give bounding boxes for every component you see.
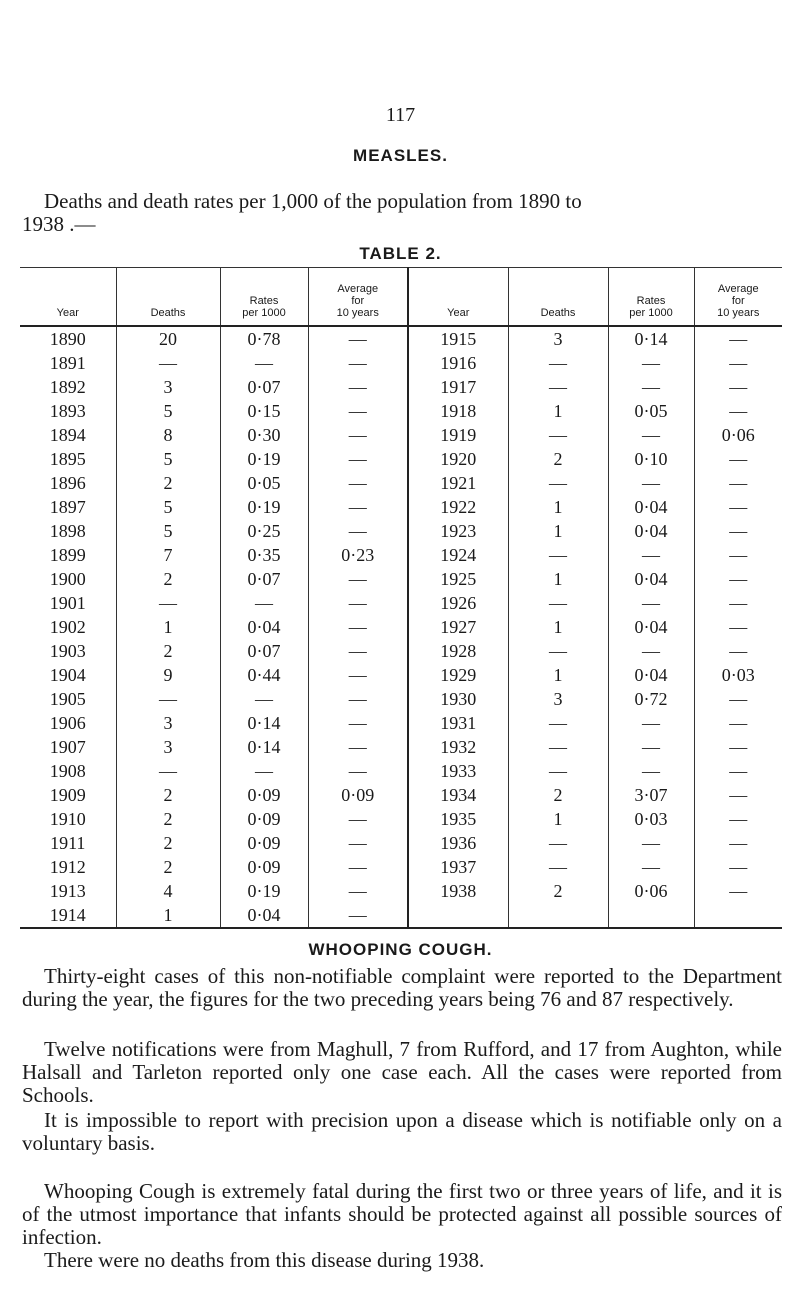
cell-year: 1924 bbox=[408, 543, 508, 567]
cell-deaths: — bbox=[116, 591, 220, 615]
cell-deaths: — bbox=[508, 423, 608, 447]
cell-year: 1898 bbox=[49, 521, 86, 541]
cell-average: 0·09 bbox=[308, 783, 408, 807]
cell-average: — bbox=[308, 519, 408, 543]
cell-rate: 0·07 bbox=[220, 567, 308, 591]
cell-average: — bbox=[694, 495, 782, 519]
measles-heading: MEASLES. bbox=[353, 146, 448, 165]
cell-rate: 0·10 bbox=[608, 447, 694, 471]
cell-average: — bbox=[694, 591, 782, 615]
cell-deaths: — bbox=[508, 711, 608, 735]
cell-average: — bbox=[694, 831, 782, 855]
cell-year: 1892 bbox=[49, 377, 86, 397]
cell-deaths: 1 bbox=[508, 567, 608, 591]
cell-rate: — bbox=[608, 639, 694, 663]
cell-average: — bbox=[694, 351, 782, 375]
cell-rate bbox=[608, 903, 694, 928]
cell-year: 1910 bbox=[49, 809, 86, 829]
cell-rate: — bbox=[608, 423, 694, 447]
whooping-paragraph-3: It is impossible to report with precision upon a disease which is notifiable only on a voluntary basis. bbox=[22, 1108, 782, 1155]
cell-deaths: — bbox=[508, 831, 608, 855]
cell-deaths: 3 bbox=[508, 326, 608, 351]
cell-deaths: — bbox=[508, 735, 608, 759]
table-row bbox=[20, 591, 782, 615]
cell-average: — bbox=[694, 567, 782, 591]
table-row bbox=[20, 807, 782, 831]
cell-average: — bbox=[694, 615, 782, 639]
cell-year: 1913 bbox=[49, 881, 86, 901]
cell-deaths: 5 bbox=[116, 495, 220, 519]
cell-deaths: 5 bbox=[116, 399, 220, 423]
cell-year: 1900 bbox=[49, 569, 86, 589]
cell-deaths: 3 bbox=[116, 375, 220, 399]
table-row bbox=[20, 879, 782, 903]
cell-year: 1917 bbox=[408, 375, 508, 399]
cell-year: 1896 bbox=[49, 473, 86, 493]
cell-average: — bbox=[308, 447, 408, 471]
cell-deaths: 2 bbox=[116, 471, 220, 495]
cell-year: 1938 bbox=[408, 879, 508, 903]
whooping-paragraph-2: Twelve notifications were from Maghull, 7 from Rufford, and 17 from Aughton, while Halsall and Tarleton reported only one case each. All the cases were reported from Schools. bbox=[22, 1037, 782, 1107]
table-row bbox=[20, 326, 782, 351]
cell-year: 1906 bbox=[49, 713, 86, 733]
cell-average: — bbox=[694, 759, 782, 783]
cell-average: 0·06 bbox=[694, 423, 782, 447]
cell-year: 1933 bbox=[408, 759, 508, 783]
cell-rate: 0·06 bbox=[608, 879, 694, 903]
cell-average: — bbox=[308, 567, 408, 591]
cell-average: — bbox=[308, 663, 408, 687]
cell-average: — bbox=[308, 591, 408, 615]
cell-deaths: 7 bbox=[116, 543, 220, 567]
cell-year: 1921 bbox=[408, 471, 508, 495]
cell-average: — bbox=[694, 783, 782, 807]
cell-average: 0·23 bbox=[308, 543, 408, 567]
table-row bbox=[20, 639, 782, 663]
cell-average: — bbox=[308, 615, 408, 639]
cell-rate: 0·14 bbox=[220, 735, 308, 759]
cell-year: 1935 bbox=[408, 807, 508, 831]
cell-year: 1907 bbox=[49, 737, 86, 757]
cell-year: 1934 bbox=[408, 783, 508, 807]
cell-average bbox=[694, 903, 782, 928]
cell-average: — bbox=[308, 375, 408, 399]
table-row bbox=[20, 711, 782, 735]
cell-average: — bbox=[308, 735, 408, 759]
table-header-row bbox=[20, 268, 782, 327]
cell-rate: 0·72 bbox=[608, 687, 694, 711]
table-row bbox=[20, 543, 782, 567]
page-number: 117 bbox=[385, 104, 416, 126]
cell-year: 1914 bbox=[20, 903, 116, 928]
cell-year: 1905 bbox=[49, 689, 86, 709]
cell-rate: 0·04 bbox=[608, 519, 694, 543]
cell-deaths: — bbox=[508, 639, 608, 663]
table-row bbox=[20, 567, 782, 591]
cell-deaths: — bbox=[508, 351, 608, 375]
cell-average: — bbox=[694, 879, 782, 903]
whooping-cough-heading: WHOOPING COUGH. bbox=[308, 940, 493, 959]
cell-deaths: 2 bbox=[116, 831, 220, 855]
cell-rate: 0·44 bbox=[220, 663, 308, 687]
cell-average: — bbox=[694, 519, 782, 543]
cell-average: — bbox=[694, 326, 782, 351]
column-header-rate: Rates per 1000 bbox=[220, 268, 308, 327]
cell-year: 1897 bbox=[49, 497, 86, 517]
cell-year: 1902 bbox=[49, 617, 86, 637]
cell-year: 1927 bbox=[408, 615, 508, 639]
table-row bbox=[20, 375, 782, 399]
cell-average: — bbox=[308, 639, 408, 663]
table-row bbox=[20, 471, 782, 495]
cell-rate: — bbox=[608, 471, 694, 495]
cell-deaths: 4 bbox=[116, 879, 220, 903]
cell-rate: 0·04 bbox=[608, 615, 694, 639]
cell-deaths: 2 bbox=[116, 567, 220, 591]
cell-deaths: 2 bbox=[116, 783, 220, 807]
cell-deaths: 1 bbox=[508, 807, 608, 831]
cell-rate: 0·09 bbox=[220, 807, 308, 831]
cell-year: 1930 bbox=[408, 687, 508, 711]
cell-rate: 0·09 bbox=[220, 831, 308, 855]
cell-rate: 0·19 bbox=[220, 447, 308, 471]
cell-deaths: 3 bbox=[116, 735, 220, 759]
cell-average: 0·03 bbox=[694, 663, 782, 687]
column-header-year: Year bbox=[20, 268, 116, 327]
cell-rate: — bbox=[220, 687, 308, 711]
intro-line-2: 1938 .— bbox=[22, 212, 96, 236]
intro-line-1: Deaths and death rates per 1,000 of the population from 1890 to bbox=[44, 189, 582, 213]
column-header-average: Average for 10 years bbox=[308, 268, 408, 327]
cell-rate: 0·14 bbox=[608, 326, 694, 351]
cell-year: 1936 bbox=[408, 831, 508, 855]
cell-deaths: 1 bbox=[508, 663, 608, 687]
table-row bbox=[20, 495, 782, 519]
table-row bbox=[20, 735, 782, 759]
cell-year bbox=[408, 903, 508, 928]
table-row bbox=[20, 831, 782, 855]
cell-rate: — bbox=[608, 375, 694, 399]
table-row bbox=[20, 903, 782, 928]
table-row bbox=[20, 663, 782, 687]
cell-year: 1919 bbox=[408, 423, 508, 447]
cell-deaths: — bbox=[508, 855, 608, 879]
cell-deaths: — bbox=[116, 759, 220, 783]
cell-year: 1899 bbox=[49, 545, 86, 565]
cell-year: 1890 bbox=[49, 329, 86, 349]
cell-deaths: 20 bbox=[116, 326, 220, 351]
cell-rate: — bbox=[608, 591, 694, 615]
cell-average: — bbox=[694, 807, 782, 831]
cell-deaths: 2 bbox=[508, 447, 608, 471]
cell-average: — bbox=[694, 399, 782, 423]
cell-deaths: 3 bbox=[508, 687, 608, 711]
table-title: TABLE 2. bbox=[359, 244, 442, 263]
cell-rate: 0·07 bbox=[220, 639, 308, 663]
cell-average: — bbox=[308, 903, 408, 928]
cell-year: 1918 bbox=[408, 399, 508, 423]
cell-average: — bbox=[308, 326, 408, 351]
cell-deaths: 1 bbox=[508, 519, 608, 543]
cell-rate: 0·04 bbox=[220, 903, 308, 928]
cell-average: — bbox=[694, 711, 782, 735]
cell-deaths bbox=[508, 903, 608, 928]
cell-rate: 3·07 bbox=[608, 783, 694, 807]
whooping-paragraph-1: Thirty-eight cases of this non-notifiable complaint were reported to the Department during the year, the figures for the two preceding years being 76 and 87 respectively. bbox=[22, 964, 782, 1011]
cell-rate: 0·19 bbox=[220, 879, 308, 903]
column-header-average: Average for 10 years bbox=[694, 268, 782, 327]
cell-rate: — bbox=[608, 351, 694, 375]
measles-intro bbox=[22, 190, 782, 236]
cell-rate: 0·07 bbox=[220, 375, 308, 399]
cell-average: — bbox=[308, 687, 408, 711]
table-row bbox=[20, 855, 782, 879]
cell-deaths: 5 bbox=[116, 519, 220, 543]
cell-average: — bbox=[308, 495, 408, 519]
cell-rate: — bbox=[608, 831, 694, 855]
table-row bbox=[20, 759, 782, 783]
cell-rate: — bbox=[220, 351, 308, 375]
cell-rate: — bbox=[608, 543, 694, 567]
cell-deaths: 1 bbox=[508, 615, 608, 639]
cell-rate: 0·04 bbox=[220, 615, 308, 639]
cell-rate: 0·03 bbox=[608, 807, 694, 831]
cell-rate: 0·05 bbox=[608, 399, 694, 423]
cell-deaths: 3 bbox=[116, 711, 220, 735]
column-header-rate: Rates per 1000 bbox=[608, 268, 694, 327]
column-header-deaths: Deaths bbox=[116, 268, 220, 327]
cell-year: 1901 bbox=[49, 593, 86, 613]
cell-year: 1928 bbox=[408, 639, 508, 663]
cell-rate: 0·19 bbox=[220, 495, 308, 519]
cell-rate: — bbox=[608, 735, 694, 759]
cell-deaths: 2 bbox=[116, 855, 220, 879]
cell-average: — bbox=[308, 759, 408, 783]
table-row bbox=[20, 351, 782, 375]
cell-deaths: 1 bbox=[508, 495, 608, 519]
cell-deaths: — bbox=[508, 375, 608, 399]
cell-deaths: 2 bbox=[508, 783, 608, 807]
cell-year: 1929 bbox=[408, 663, 508, 687]
cell-rate: — bbox=[220, 591, 308, 615]
cell-year: 1912 bbox=[49, 857, 86, 877]
cell-year: 1925 bbox=[408, 567, 508, 591]
cell-deaths: — bbox=[508, 543, 608, 567]
cell-deaths: 2 bbox=[116, 639, 220, 663]
cell-year: 1932 bbox=[408, 735, 508, 759]
table-row bbox=[20, 519, 782, 543]
cell-deaths: — bbox=[508, 471, 608, 495]
cell-year: 1904 bbox=[49, 665, 86, 685]
cell-year: 1908 bbox=[49, 761, 86, 781]
table-body bbox=[20, 326, 782, 928]
cell-average: — bbox=[308, 711, 408, 735]
cell-rate: — bbox=[608, 855, 694, 879]
cell-average: — bbox=[694, 639, 782, 663]
cell-deaths: 1 bbox=[116, 615, 220, 639]
cell-average: — bbox=[308, 399, 408, 423]
cell-rate: 0·05 bbox=[220, 471, 308, 495]
cell-rate: 0·14 bbox=[220, 711, 308, 735]
measles-death-rates-table bbox=[20, 267, 782, 929]
cell-deaths: — bbox=[116, 687, 220, 711]
cell-deaths: 1 bbox=[116, 903, 220, 928]
whooping-paragraph-5: There were no deaths from this disease during 1938. bbox=[44, 1248, 485, 1272]
cell-average: — bbox=[694, 543, 782, 567]
cell-rate: 0·78 bbox=[220, 326, 308, 351]
cell-year: 1915 bbox=[408, 326, 508, 351]
cell-rate: 0·04 bbox=[608, 495, 694, 519]
cell-deaths: 5 bbox=[116, 447, 220, 471]
column-header-year: Year bbox=[408, 268, 508, 327]
cell-year: 1931 bbox=[408, 711, 508, 735]
cell-year: 1903 bbox=[49, 641, 86, 661]
cell-deaths: — bbox=[508, 759, 608, 783]
table-row bbox=[20, 423, 782, 447]
cell-deaths: — bbox=[508, 591, 608, 615]
cell-rate: 0·04 bbox=[608, 663, 694, 687]
cell-rate: — bbox=[220, 759, 308, 783]
cell-year: 1895 bbox=[49, 449, 86, 469]
table-row bbox=[20, 615, 782, 639]
whooping-paragraph-4: Whooping Cough is extremely fatal during the first two or three years of life, and it is of the utmost importance that infants should be protected against all possible sources of infection. bbox=[22, 1179, 782, 1249]
column-header-deaths: Deaths bbox=[508, 268, 608, 327]
cell-year: 1909 bbox=[49, 785, 86, 805]
table-row bbox=[20, 687, 782, 711]
cell-year: 1923 bbox=[408, 519, 508, 543]
cell-average: — bbox=[308, 807, 408, 831]
cell-average: — bbox=[308, 831, 408, 855]
cell-year: 1926 bbox=[408, 591, 508, 615]
table-row bbox=[20, 783, 782, 807]
cell-deaths: 1 bbox=[508, 399, 608, 423]
cell-rate: 0·30 bbox=[220, 423, 308, 447]
cell-deaths: — bbox=[116, 351, 220, 375]
cell-year: 1922 bbox=[408, 495, 508, 519]
cell-deaths: 2 bbox=[116, 807, 220, 831]
table-row bbox=[20, 447, 782, 471]
cell-average: — bbox=[694, 447, 782, 471]
cell-average: — bbox=[694, 687, 782, 711]
cell-year: 1894 bbox=[49, 425, 86, 445]
cell-rate: 0·09 bbox=[220, 855, 308, 879]
cell-average: — bbox=[694, 471, 782, 495]
cell-year: 1893 bbox=[49, 401, 86, 421]
cell-average: — bbox=[308, 471, 408, 495]
cell-rate: 0·35 bbox=[220, 543, 308, 567]
table-row bbox=[20, 399, 782, 423]
cell-rate: 0·25 bbox=[220, 519, 308, 543]
cell-rate: 0·04 bbox=[608, 567, 694, 591]
cell-deaths: 9 bbox=[116, 663, 220, 687]
cell-rate: 0·15 bbox=[220, 399, 308, 423]
cell-average: — bbox=[694, 735, 782, 759]
cell-average: — bbox=[694, 855, 782, 879]
cell-deaths: 8 bbox=[116, 423, 220, 447]
cell-year: 1911 bbox=[50, 833, 86, 853]
cell-rate: 0·09 bbox=[220, 783, 308, 807]
cell-year: 1891 bbox=[49, 353, 86, 373]
cell-average: — bbox=[308, 351, 408, 375]
cell-year: 1920 bbox=[408, 447, 508, 471]
cell-average: — bbox=[308, 423, 408, 447]
cell-year: 1916 bbox=[408, 351, 508, 375]
cell-average: — bbox=[694, 375, 782, 399]
cell-year: 1937 bbox=[408, 855, 508, 879]
cell-average: — bbox=[308, 855, 408, 879]
cell-average: — bbox=[308, 879, 408, 903]
cell-deaths: 2 bbox=[508, 879, 608, 903]
cell-rate: — bbox=[608, 711, 694, 735]
cell-rate: — bbox=[608, 759, 694, 783]
